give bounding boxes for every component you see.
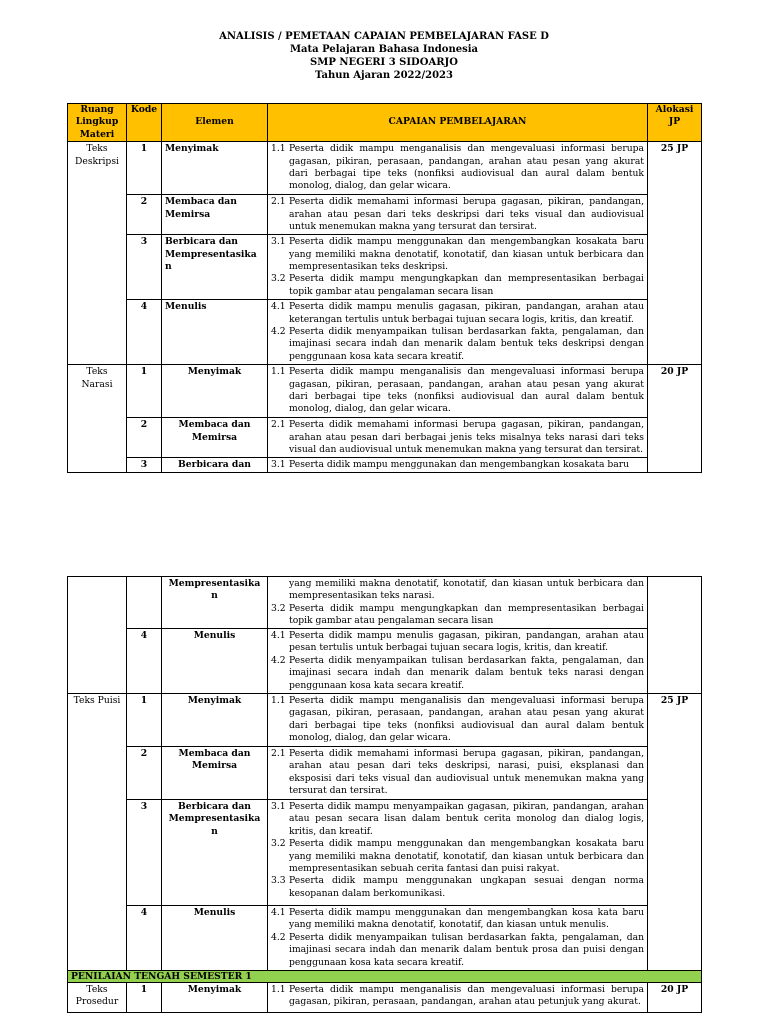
elemen-cell: Menulis xyxy=(162,906,268,971)
capaian-number: 4.1 xyxy=(271,630,286,641)
materi-cell: Teks Puisi xyxy=(68,694,127,971)
capaian-number: 1.1 xyxy=(271,695,286,706)
elemen-cell: Menyimak xyxy=(162,983,268,1013)
capaian-item xyxy=(271,273,644,298)
capaian-text: Peserta didik menyampaikan tulisan berdasarkan fakta, pengalaman, dan imajinasi secara indah dan menarik dalam bentuk teks narasi dengan penggunaan kosa kata secara kreatif. xyxy=(289,654,644,691)
table-row xyxy=(68,195,702,235)
jp-cell: 20 JP xyxy=(648,983,702,1013)
elemen-cell: Membaca dan Memirsa xyxy=(162,195,268,235)
capaian-number: 4.1 xyxy=(271,907,286,918)
elemen-cell: Menyimak xyxy=(162,142,268,195)
table-row xyxy=(68,458,702,472)
capaian-item xyxy=(271,907,644,932)
header-kode: Kode xyxy=(127,104,162,142)
kode-cell: 3 xyxy=(127,458,162,472)
capaian-number: 3.2 xyxy=(271,602,286,614)
capaian-number: 1.1 xyxy=(271,366,286,378)
capaian-number: 3.2 xyxy=(271,838,286,850)
kode-cell: 4 xyxy=(127,629,162,694)
capaian-text: Peserta didik mampu menggunakan dan mengembangkan kosakata baru xyxy=(289,459,630,471)
capaian-item xyxy=(271,695,644,745)
table-row xyxy=(68,577,702,629)
school-name: SMP NEGERI 3 SIDOARJO xyxy=(310,57,458,68)
capaian-cell xyxy=(268,629,648,694)
capaian-cell xyxy=(268,747,648,800)
capaian-cell xyxy=(268,300,648,365)
header-jp: Alokasi JP xyxy=(648,104,702,142)
capaian-text: Peserta didik menyampaikan tulisan berdasarkan fakta, pengalaman, dan imajinasi secara indah dan menarik dalam bentuk teks deskripsi dengan penggunaan kosa kata secara kreatif. xyxy=(289,326,644,362)
capaian-item xyxy=(271,875,644,900)
kode-cell: 3 xyxy=(127,235,162,300)
capaian-text: yang memiliki makna denotatif, konotatif, dan kiasan untuk berbicara dan mempresentasikan teks narasi. xyxy=(289,578,644,602)
capaian-text: Peserta didik memahami informasi berupa gagasan, pikiran, pandangan, arahan atau pesan dari teks deskripsi, narasi, puisi, eksplanasi dan eksposisi dari teks visual dan audiovisual untuk menemukan makna yang tersurat dan tersirat. xyxy=(289,748,644,797)
capaian-number: 2.1 xyxy=(271,748,286,759)
elemen-cell: Membaca dan Memirsa xyxy=(162,418,268,458)
capaian-item xyxy=(271,801,644,838)
capaian-number: 2.1 xyxy=(271,196,286,208)
capaian-number: 3.2 xyxy=(271,273,286,285)
kode-cell: 2 xyxy=(127,418,162,458)
table-row xyxy=(68,365,702,418)
kode-cell: 1 xyxy=(127,142,162,195)
elemen-cell: Berbicara dan xyxy=(162,458,268,472)
capaian-number: 1.1 xyxy=(271,143,286,155)
materi-cell: Teks Prosedur xyxy=(68,983,127,1013)
capaian-text: Peserta didik mampu menganalisis dan mengevaluasi informasi berupa gagasan, pikiran, perasaan, pandangan, arahan atau pesan yang akurat dari berbagai tipe teks (nonfiksi audiovisual dan aural dalam bentuk monolog, dialog, dan gelar wicara. xyxy=(289,143,644,192)
elemen-cell: Menulis xyxy=(162,300,268,365)
capaian-number: 3.3 xyxy=(271,875,286,887)
learning-outcomes-table-page-1 xyxy=(67,103,702,473)
capaian-number: 1.1 xyxy=(271,984,286,995)
capaian-number: 4.2 xyxy=(271,654,286,666)
capaian-item xyxy=(271,630,644,655)
capaian-text: Peserta didik memahami informasi berupa gagasan, pikiran, pandangan, arahan atau pesan dari teks deskripsi dari teks visual dan audiovisual untuk menemukan makna yang tersurat dan tersirat. xyxy=(289,196,644,233)
kode-cell: 4 xyxy=(127,300,162,365)
capaian-item xyxy=(271,578,644,603)
capaian-item xyxy=(271,838,644,875)
capaian-item xyxy=(271,236,644,273)
table-header-row xyxy=(68,104,702,142)
capaian-item xyxy=(271,143,644,193)
capaian-text: Peserta didik mampu menganalisis dan mengevaluasi informasi berupa gagasan, pikiran, perasaan, pandangan, arahan atau pesan yang akurat dari berbagai tipe teks (nonfiksi audiovisual dan aural dalam bentuk monolog, dialog, dan gelar wicara. xyxy=(289,366,644,415)
capaian-text: Peserta didik mampu mengungkapkan dan mempresentasikan berbagai topik gambar atau pengalaman secara lisan xyxy=(289,602,644,627)
capaian-text: Peserta didik mampu menulis gagasan, pikiran, pandangan, arahan atau keterangan tertulis untuk berbagai tujuan secara logis, kritis, dan kreatif. xyxy=(289,301,644,325)
header-elemen: Elemen xyxy=(162,104,268,142)
elemen-cell: Berbicara dan Mempresentasika n xyxy=(162,235,268,300)
capaian-text: Peserta didik mampu menulis gagasan, pikiran, pandangan, arahan atau pesan tertulis untuk berbagai tujuan secara logis, kritis, dan kreatif. xyxy=(289,630,644,654)
document-title: ANALISIS / PEMETAAN CAPAIAN PEMBELAJARAN FASE D xyxy=(219,31,549,42)
capaian-item xyxy=(271,366,644,416)
capaian-item xyxy=(271,603,644,628)
jp-cell: 25 JP xyxy=(648,142,702,365)
kode-cell: 3 xyxy=(127,800,162,906)
learning-outcomes-table-page-2 xyxy=(67,576,702,1013)
capaian-text: Peserta didik menyampaikan tulisan berdasarkan fakta, pengalaman, dan imajinasi secara indah dan menarik dalam bentuk prosa dan puisi dengan penggunaan kosa kata secara kreatif. xyxy=(289,931,644,968)
header-materi: Ruang Lingkup Materi xyxy=(68,104,127,142)
capaian-text: Peserta didik mampu mengungkapkan dan mempresentasikan berbagai topik gambar atau pengalaman secara lisan xyxy=(289,273,644,297)
capaian-number: 3.1 xyxy=(271,459,286,471)
table-row xyxy=(68,906,702,971)
materi-cell xyxy=(68,577,127,694)
capaian-text: Peserta didik mampu menggunakan dan mengembangkan kosakata baru yang memiliki makna denotatif, konotatif, dan kiasan untuk berbicara dan mempresentasikan teks deskripsi. xyxy=(289,236,644,273)
capaian-text: Peserta didik mampu menganalisis dan mengevaluasi informasi berupa gagasan, pikiran, perasaan, pandangan, arahan atau pesan yang akurat dari berbagai tipe teks (nonfiksi audiovisual dan aural dalam bentuk monolog, dialog, dan gelar wicara. xyxy=(289,695,644,744)
capaian-cell xyxy=(268,235,648,300)
capaian-cell xyxy=(268,458,648,472)
capaian-cell xyxy=(268,577,648,629)
capaian-text: Peserta didik mampu menyampaikan gagasan, pikiran, pandangan, arahan atau pesan secara lisan dalam bentuk cerita monolog dan dialog logis, kritis, dan kreatif. xyxy=(289,801,644,837)
materi-cell: Teks Deskripsi xyxy=(68,142,127,365)
midterm-label: PENILAIAN TENGAH SEMESTER 1 xyxy=(68,971,702,983)
capaian-number: 3.1 xyxy=(271,236,286,248)
capaian-cell xyxy=(268,142,648,195)
capaian-item xyxy=(271,459,644,471)
kode-cell: 2 xyxy=(127,195,162,235)
elemen-cell: Menyimak xyxy=(162,694,268,747)
document-header xyxy=(0,30,768,82)
capaian-cell xyxy=(268,800,648,906)
capaian-number: 4.2 xyxy=(271,931,286,943)
table-row xyxy=(68,235,702,300)
table-row xyxy=(68,800,702,906)
capaian-number: 2.1 xyxy=(271,419,286,431)
elemen-cell: Menulis xyxy=(162,629,268,694)
elemen-cell: Membaca dan Memirsa xyxy=(162,747,268,800)
capaian-item xyxy=(271,932,644,969)
capaian-number: 4.2 xyxy=(271,326,286,338)
capaian-cell xyxy=(268,365,648,418)
capaian-number: 3.1 xyxy=(271,801,286,812)
table-row xyxy=(68,747,702,800)
capaian-text: Peserta didik mampu menganalisis dan mengevaluasi informasi berupa gagasan, pikiran, perasaan, pandangan, arahan atau petunjuk yang akurat. xyxy=(289,984,644,1008)
capaian-text: Peserta didik mampu menggunakan dan mengembangkan kosakata baru yang memiliki makna denotatif, konotatif, dan kiasan untuk berbicara dan mempresentasikan sebuah cerita fantasi dan puisi rakyat. xyxy=(289,838,644,875)
jp-cell: 20 JP xyxy=(648,365,702,472)
jp-cell xyxy=(648,577,702,694)
capaian-item xyxy=(271,196,644,233)
kode-cell: 1 xyxy=(127,983,162,1013)
capaian-item xyxy=(271,984,644,1009)
kode-cell: 2 xyxy=(127,747,162,800)
elemen-cell: Mempresentasika n xyxy=(162,577,268,629)
kode-cell: 1 xyxy=(127,365,162,418)
materi-cell: Teks Narasi xyxy=(68,365,127,472)
table-row xyxy=(68,983,702,1013)
table-row xyxy=(68,142,702,195)
subject-name: Mata Pelajaran Bahasa Indonesia xyxy=(289,44,479,55)
kode-cell: 4 xyxy=(127,906,162,971)
capaian-text: Peserta didik mampu menggunakan dan mengembangkan kosa kata baru yang memiliki makna denotatif, konotatif, dan kiasan untuk menulis. xyxy=(289,907,644,931)
capaian-text: Peserta didik mampu menggunakan ungkapan sesuai dengan norma kesopanan dalam berkomunikasi. xyxy=(289,875,644,899)
capaian-item xyxy=(271,326,644,363)
capaian-item xyxy=(271,748,644,798)
table-row xyxy=(68,300,702,365)
capaian-cell xyxy=(268,195,648,235)
capaian-item xyxy=(271,301,644,326)
capaian-number xyxy=(271,578,289,603)
table-row xyxy=(68,418,702,458)
midterm-row xyxy=(68,971,702,983)
jp-cell: 25 JP xyxy=(648,694,702,971)
elemen-cell: Menyimak xyxy=(162,365,268,418)
capaian-cell xyxy=(268,906,648,971)
table-row xyxy=(68,694,702,747)
capaian-cell xyxy=(268,418,648,458)
capaian-cell xyxy=(268,983,648,1013)
academic-year: Tahun Ajaran 2022/2023 xyxy=(315,70,453,81)
capaian-text: Peserta didik memahami informasi berupa gagasan, pikiran, pandangan, arahan atau pesan dari berbagai jenis teks misalnya teks narasi dari teks visual dan audiovisual untuk menemukan makna yang tersurat dan tersirat. xyxy=(289,419,644,456)
capaian-cell xyxy=(268,694,648,747)
kode-cell: 1 xyxy=(127,694,162,747)
capaian-number: 4.1 xyxy=(271,301,286,313)
table-row xyxy=(68,629,702,694)
kode-cell xyxy=(127,577,162,629)
elemen-cell: Berbicara dan Mempresentasika n xyxy=(162,800,268,906)
capaian-item xyxy=(271,419,644,456)
header-capaian: CAPAIAN PEMBELAJARAN xyxy=(268,104,648,142)
capaian-item xyxy=(271,655,644,692)
